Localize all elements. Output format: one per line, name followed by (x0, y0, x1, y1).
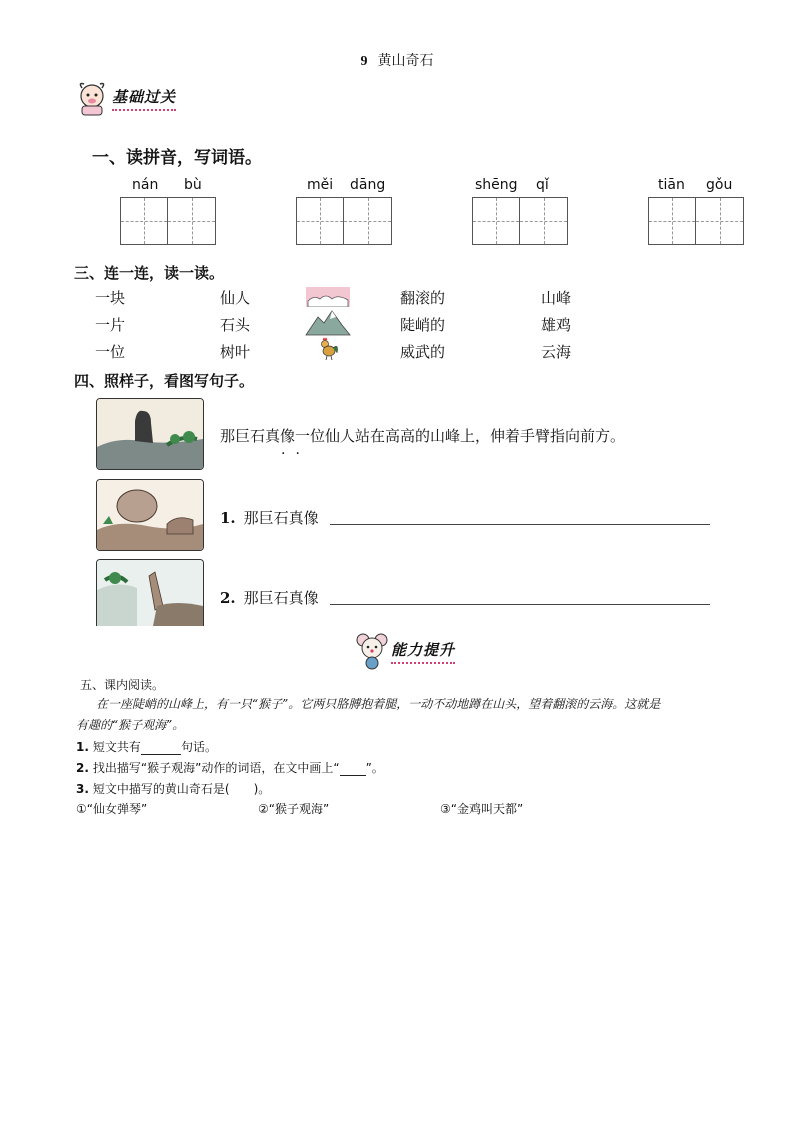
q5-option-1[interactable]: ①“仙女弹琴” (76, 802, 148, 816)
banner-advanced-text: 能力提升 (391, 639, 455, 664)
q3-heading: 三、连一连，读一读。 (74, 264, 225, 282)
match-col1-item[interactable]: 一块 (95, 289, 126, 307)
match-col2-item[interactable]: 石头 (220, 316, 251, 334)
q1-pinyin-4b: gǒu (706, 177, 733, 193)
q5-sub1-post: 句话。 (180, 740, 217, 754)
q4-item1 (220, 507, 319, 528)
mountain-peak-icon[interactable] (304, 307, 352, 337)
q4-item1-number: 1. (220, 509, 236, 527)
writing-cell[interactable] (344, 197, 392, 245)
q4-item2-number: 2. (220, 589, 236, 607)
match-col3-item[interactable]: 威武的 (400, 343, 446, 361)
q5-sub3-number: 3. (76, 782, 89, 796)
q1-writing-grid-3[interactable] (472, 197, 568, 245)
q4-item2 (220, 587, 319, 608)
lesson-name: 黄山奇石 (377, 53, 434, 69)
q1-pinyin-1a: nán (132, 177, 159, 193)
goat-mascot-icon (72, 78, 112, 118)
writing-cell[interactable] (120, 197, 168, 245)
emphasis-dots: ·· (281, 446, 310, 462)
q4-answer-line-1[interactable] (330, 524, 710, 525)
match-col3-item[interactable]: 陡峭的 (400, 316, 446, 334)
q5-sub3-text: 短文中描写的黄山奇石是( )。 (92, 782, 271, 796)
q5-sub1 (76, 738, 217, 755)
q1-heading: 一、读拼音，写词语。 (92, 148, 262, 168)
q5-heading: 五、课内阅读。 (80, 678, 165, 692)
writing-cell[interactable] (168, 197, 216, 245)
q1-writing-grid-1[interactable] (120, 197, 216, 245)
q5-sub1-number: 1. (76, 740, 89, 754)
q4-example-sentence: 那巨石真像一位仙人站在高高的山峰上，伸着手臂指向前方。 (220, 427, 626, 445)
q5-option-3[interactable]: ③“金鸡叫天都” (440, 802, 524, 816)
writing-cell[interactable] (520, 197, 568, 245)
q1-writing-grid-4[interactable] (648, 197, 744, 245)
q4-answer-line-2[interactable] (330, 604, 710, 605)
q1-pinyin-4a: tiān (658, 177, 685, 193)
q1-pinyin-3a: shēng (475, 177, 518, 193)
q1-writing-grid-2[interactable] (296, 197, 392, 245)
match-col1-item[interactable]: 一位 (95, 343, 126, 361)
writing-cell[interactable] (696, 197, 744, 245)
match-col2-item[interactable]: 仙人 (220, 289, 251, 307)
cloud-sea-icon[interactable] (306, 287, 350, 307)
q5-sub3 (76, 780, 270, 797)
q1-pinyin-1b: bù (184, 177, 202, 193)
q4-item2-prompt: 那巨石真像 (243, 589, 319, 607)
q1-pinyin-2b: dāng (350, 177, 386, 193)
q5-sub2-pre: 找出描写“猴子观海”动作的词语，在文中画上“ (92, 761, 340, 775)
q5-sub2-number: 2. (76, 761, 89, 775)
q5-sub2 (76, 759, 384, 776)
writing-cell[interactable] (296, 197, 344, 245)
q1-pinyin-3b: qǐ (536, 177, 549, 193)
match-col4-item[interactable]: 云海 (541, 343, 572, 361)
section-banner-basic (72, 78, 176, 118)
q5-option-2[interactable]: ②“猴子观海” (258, 802, 330, 816)
lesson-title (0, 50, 794, 70)
writing-cell[interactable] (472, 197, 520, 245)
q4-heading: 四、照样子，看图写句子。 (74, 372, 255, 390)
rock-picture-1 (96, 479, 204, 551)
lesson-number: 9 (360, 54, 368, 69)
q5-sub1-blank[interactable] (141, 740, 181, 755)
writing-cell[interactable] (648, 197, 696, 245)
match-col4-item[interactable]: 雄鸡 (541, 316, 572, 334)
q5-sub1-pre: 短文共有 (92, 740, 141, 754)
rooster-icon[interactable] (316, 337, 340, 361)
match-col1-item[interactable]: 一片 (95, 316, 126, 334)
q5-sub2-post: ”。 (365, 761, 384, 775)
banner-basic-text: 基础过关 (112, 86, 176, 111)
rock-picture-2 (96, 559, 204, 626)
match-col3-item[interactable]: 翻滚的 (400, 289, 446, 307)
q5-passage-line-2: 有趣的“猴子观海”。 (76, 718, 185, 732)
mouse-mascot-icon (355, 632, 389, 670)
section-banner-advanced (355, 632, 455, 670)
q5-sub2-underline-sample (340, 761, 366, 776)
q4-item1-prompt: 那巨石真像 (243, 509, 319, 527)
q1-pinyin-2a: měi (307, 177, 334, 193)
match-col2-item[interactable]: 树叶 (220, 343, 251, 361)
immortal-rock-picture (96, 398, 204, 470)
match-col4-item[interactable]: 山峰 (541, 289, 572, 307)
q5-passage-line-1: 在一座陡峭的山峰上，有一只“猴子”。它两只胳膊抱着腿，一动不动地蹲在山头，望着翻滚的云海。这就是 (96, 697, 661, 711)
